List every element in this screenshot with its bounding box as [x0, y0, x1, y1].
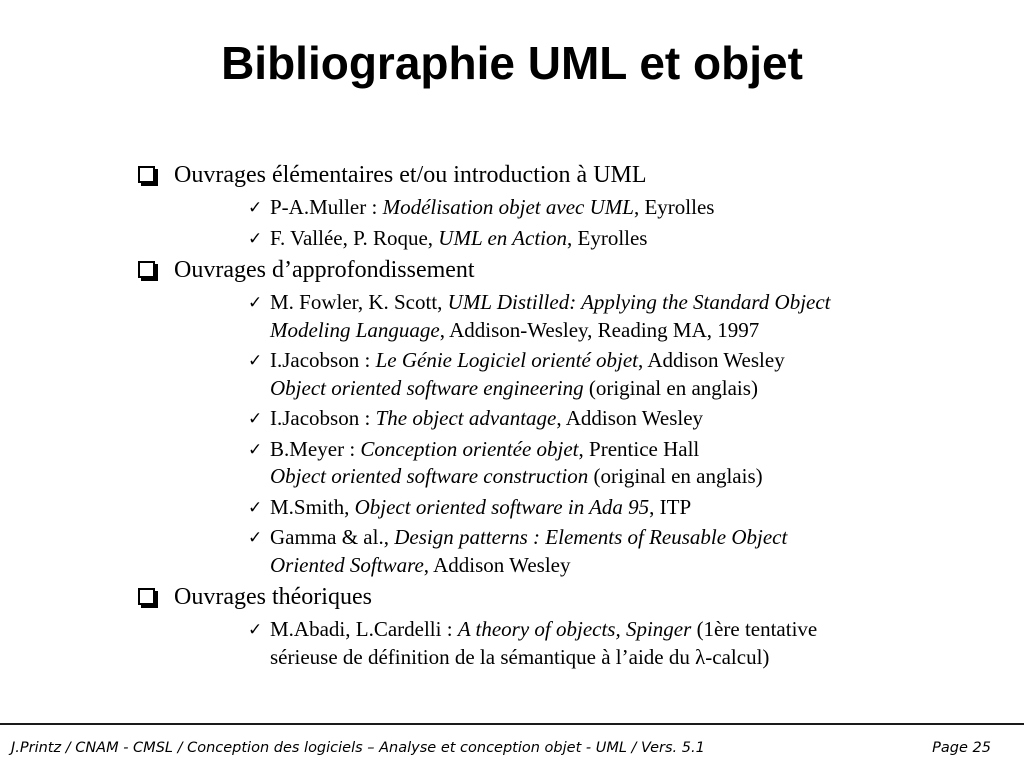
item-rest: , Prentice Hall — [578, 436, 700, 461]
item-text — [270, 524, 978, 579]
section-heading-theoretical — [138, 581, 978, 613]
item-rest: (1ère tentative — [691, 617, 818, 641]
checkbox-square-icon — [138, 166, 155, 183]
section-heading-elementary — [138, 159, 978, 191]
bibliography-item — [248, 347, 978, 402]
item-author: I.Jacobson : — [270, 406, 376, 430]
section-heading-text: Ouvrages élémentaires et/ou introduction à UML — [174, 162, 647, 188]
checkmark-icon: ✓ — [248, 228, 263, 248]
item-rest: , Eyrolles — [633, 195, 715, 219]
item-author: M.Abadi, L.Cardelli : — [270, 617, 458, 641]
item-text — [270, 405, 978, 433]
bibliography-item — [248, 289, 978, 344]
item-work: Le Génie Logiciel orienté objet — [375, 348, 639, 372]
checkmark-icon: ✓ — [248, 620, 263, 639]
item-original-title: Object oriented software engineering — [270, 375, 584, 400]
item-rest: , Addison Wesley — [423, 552, 571, 577]
checkbox-square-icon — [138, 261, 155, 278]
section-heading-advanced — [138, 254, 978, 286]
item-work: Conception orientée objet — [360, 436, 579, 461]
checkmark-icon: ✓ — [248, 439, 263, 459]
bibliography-item — [248, 405, 978, 433]
item-work: Design patterns : Elements of Reusable Object — [394, 525, 788, 549]
slide-title: Bibliographie UML et objet — [221, 37, 803, 89]
checkbox-square-icon — [138, 588, 155, 605]
item-author: M.Smith, — [270, 494, 355, 519]
item-text — [270, 436, 978, 491]
item-work: UML en Action — [438, 225, 567, 250]
checkmark-icon: ✓ — [248, 351, 263, 370]
section-items-advanced — [248, 289, 978, 579]
section-heading-text: Ouvrages théoriques — [174, 584, 372, 610]
footer-course-info: J.Printz / CNAM - CMSL / Conception des logiciels – Analyse et conception objet - UML / Vers. 5.1 — [11, 740, 705, 756]
item-author: P-A.Muller : — [270, 195, 383, 219]
item-text — [270, 194, 978, 222]
item-work: The object advantage — [375, 406, 557, 430]
bibliography-item — [248, 524, 978, 579]
footer-divider — [0, 723, 1024, 725]
item-rest-continued: sérieuse de définition de la sémantique à l’aide du λ-calcul) — [270, 644, 770, 669]
item-work-continued: Modeling Language — [270, 317, 440, 342]
section-items-theoretical — [248, 616, 978, 671]
checkmark-icon: ✓ — [248, 497, 263, 517]
bibliography-item — [248, 494, 978, 522]
item-author: B.Meyer : — [270, 436, 361, 461]
bibliography-item — [248, 194, 978, 222]
bibliography-content — [138, 157, 978, 671]
checkmark-icon: ✓ — [248, 409, 263, 428]
item-work-continued: Oriented Software — [270, 552, 424, 577]
item-work: Object oriented software in Ada 95 — [354, 494, 650, 519]
item-author: I.Jacobson : — [270, 348, 376, 372]
item-text — [270, 616, 978, 671]
item-original-note: (original en anglais) — [583, 375, 758, 400]
checkmark-icon: ✓ — [248, 198, 263, 217]
item-text — [270, 494, 978, 522]
item-author: F. Vallée, P. Roque, — [270, 225, 439, 250]
item-rest: , Addison Wesley — [638, 348, 785, 372]
bibliography-item — [248, 436, 978, 491]
page-number: Page 25 — [932, 740, 991, 756]
item-rest: , Eyrolles — [567, 225, 648, 250]
item-work: A theory of objects, Spinger — [457, 617, 692, 641]
section-heading-text: Ouvrages d’approfondissement — [174, 257, 475, 283]
item-work: Modélisation objet avec UML — [382, 195, 634, 219]
item-author: M. Fowler, K. Scott, — [270, 290, 448, 314]
checkmark-icon: ✓ — [248, 528, 263, 547]
bibliography-item — [248, 225, 978, 253]
section-items-elementary — [248, 194, 978, 252]
item-text — [270, 289, 978, 344]
item-text — [270, 225, 978, 253]
item-rest: , Addison-Wesley, Reading MA, 1997 — [439, 317, 760, 342]
checkmark-icon: ✓ — [248, 293, 263, 312]
item-rest: , Addison Wesley — [556, 406, 704, 430]
item-original-note: (original en anglais) — [588, 464, 763, 488]
item-rest: , ITP — [649, 494, 692, 519]
item-work: UML Distilled: Applying the Standard Object — [447, 290, 831, 314]
item-text — [270, 347, 978, 402]
item-author: Gamma & al., — [270, 525, 395, 549]
item-original-title: Object oriented software construction — [270, 464, 589, 488]
bibliography-item — [248, 616, 978, 671]
